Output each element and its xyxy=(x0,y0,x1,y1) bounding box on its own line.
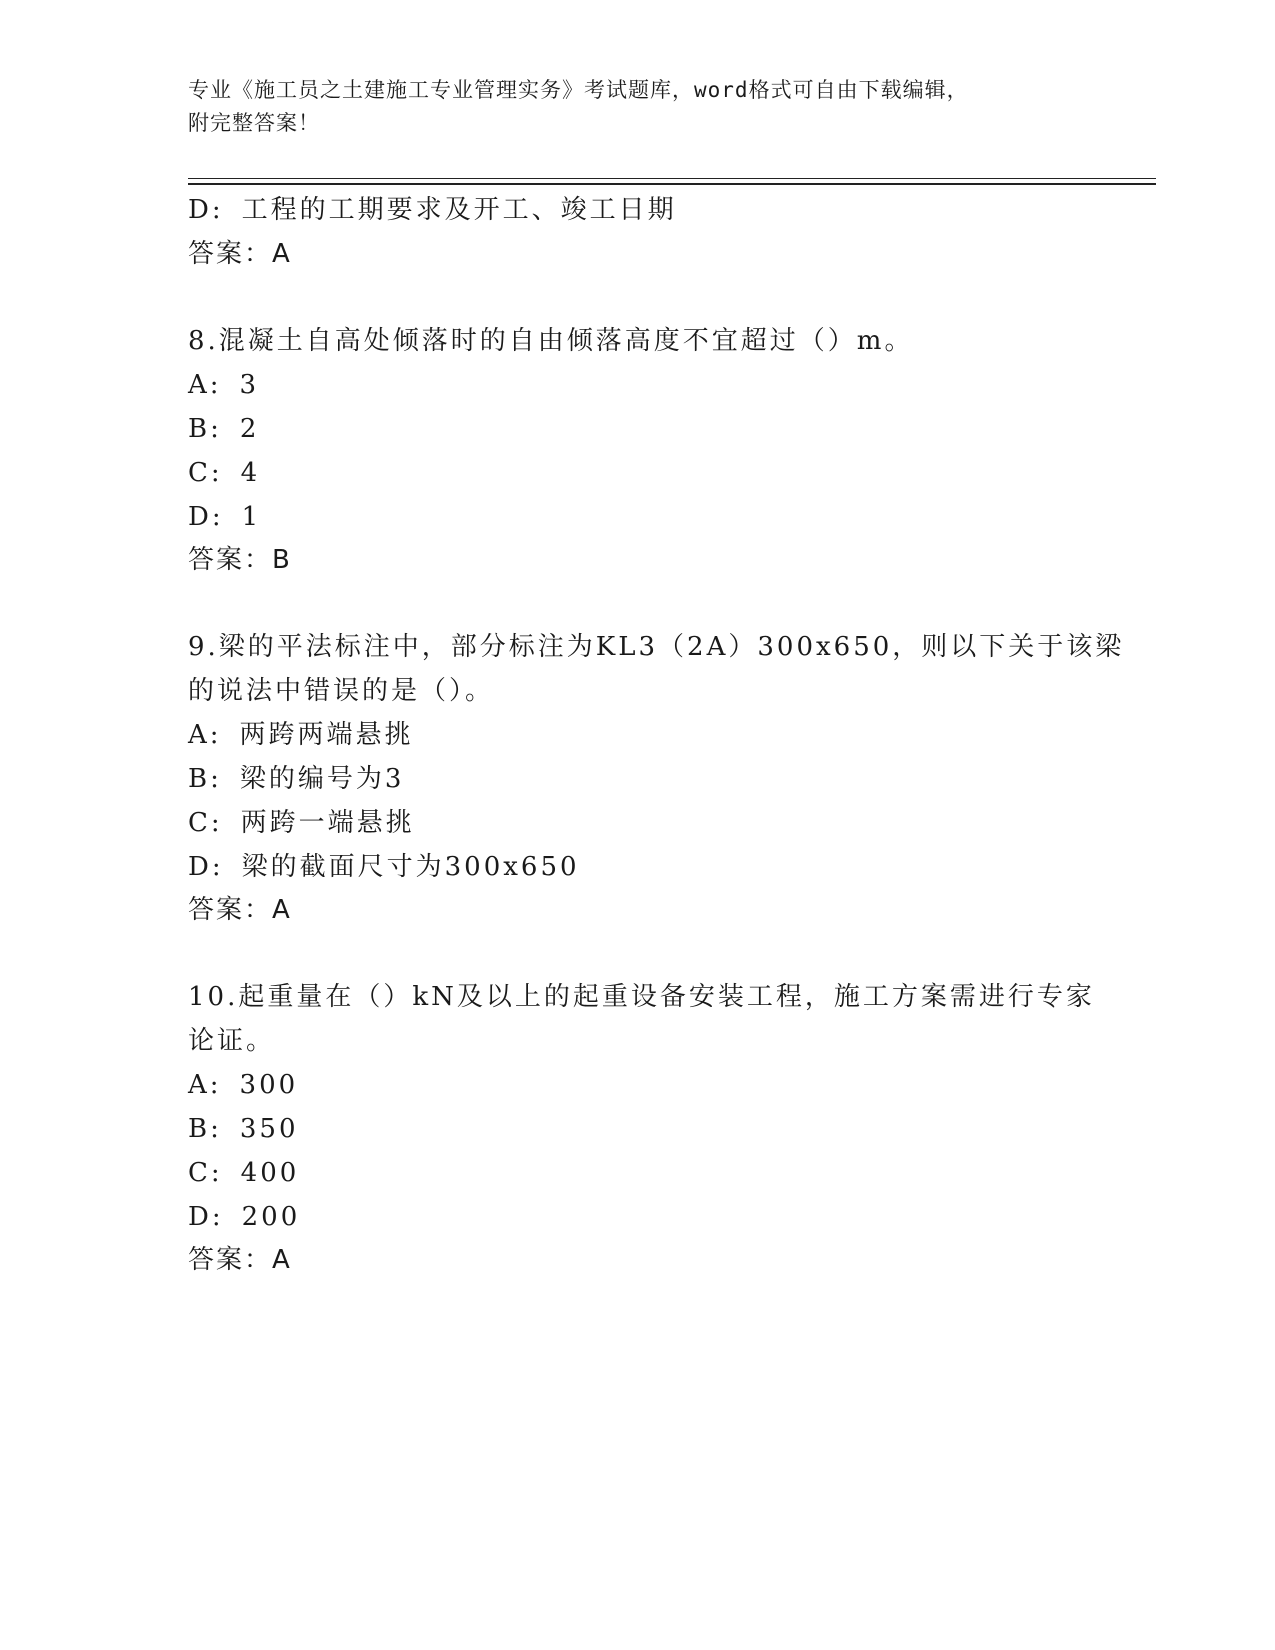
option-text: 两跨两端悬挑 xyxy=(239,720,414,750)
q9-answer: 答案：A xyxy=(188,895,292,925)
option-text: 1 xyxy=(241,502,262,532)
option-letter: D: xyxy=(188,1202,224,1232)
option-text: 4 xyxy=(240,458,261,488)
option-letter: B: xyxy=(188,1114,222,1144)
q8-option-d xyxy=(188,500,261,534)
option-letter: D: xyxy=(188,502,224,532)
q9-option-c xyxy=(188,806,415,840)
q9-option-d xyxy=(188,850,580,884)
option-letter: D: xyxy=(188,852,224,882)
option-letter: B: xyxy=(188,764,222,794)
option-text: 400 xyxy=(240,1158,300,1188)
option-text: 梁的编号为3 xyxy=(239,764,405,794)
q8-option-a xyxy=(188,368,259,402)
document-header xyxy=(188,74,1088,140)
header-line-2: 附完整答案！ xyxy=(188,111,320,135)
q9-stem-line-1: 9.梁的平法标注中，部分标注为KL3（2A）300x650，则以下关于该梁 xyxy=(188,632,1125,662)
option-letter: C: xyxy=(188,1158,223,1188)
q10-option-d xyxy=(188,1200,300,1234)
q9-option-b xyxy=(188,762,404,796)
option-text: 梁的截面尺寸为300x650 xyxy=(241,852,580,882)
q10-option-a xyxy=(188,1068,298,1102)
option-letter: B: xyxy=(188,414,222,444)
option-text: 两跨一端悬挑 xyxy=(240,808,415,838)
q10-answer: 答案：A xyxy=(188,1245,292,1275)
header-divider-thin xyxy=(188,178,1156,179)
q8-option-c xyxy=(188,456,260,490)
option-letter: A: xyxy=(188,370,222,400)
header-divider-thick xyxy=(188,183,1156,185)
option-letter: A: xyxy=(188,1070,222,1100)
q8-option-b xyxy=(188,412,259,446)
q10-option-b xyxy=(188,1112,299,1146)
prev-option-d xyxy=(188,193,677,227)
option-text: 350 xyxy=(239,1114,299,1144)
q10-option-c xyxy=(188,1156,299,1190)
option-letter: C: xyxy=(188,808,223,838)
option-text: 200 xyxy=(241,1202,301,1232)
q8-answer: 答案：B xyxy=(188,545,292,575)
header-line-1: 专业《施工员之土建施工专业管理实务》考试题库，word格式可自由下载编辑， xyxy=(188,78,969,102)
prev-answer: 答案：A xyxy=(188,239,292,269)
q9-option-a xyxy=(188,718,414,752)
q10-stem-line-1: 10.起重量在（）kN及以上的起重设备安装工程，施工方案需进行专家 xyxy=(188,982,1095,1012)
option-text: 3 xyxy=(239,370,260,400)
q10-stem-line-2: 论证。 xyxy=(188,1026,276,1056)
q9-stem-line-2: 的说法中错误的是（）。 xyxy=(188,676,495,706)
option-text: 工程的工期要求及开工、竣工日期 xyxy=(241,195,677,225)
option-text: 300 xyxy=(239,1070,299,1100)
option-letter: C: xyxy=(188,458,223,488)
option-text: 2 xyxy=(239,414,260,444)
q8-stem: 8.混凝土自高处倾落时的自由倾落高度不宜超过（）m。 xyxy=(188,326,914,356)
option-letter: D: xyxy=(188,195,224,225)
option-letter: A: xyxy=(188,720,222,750)
